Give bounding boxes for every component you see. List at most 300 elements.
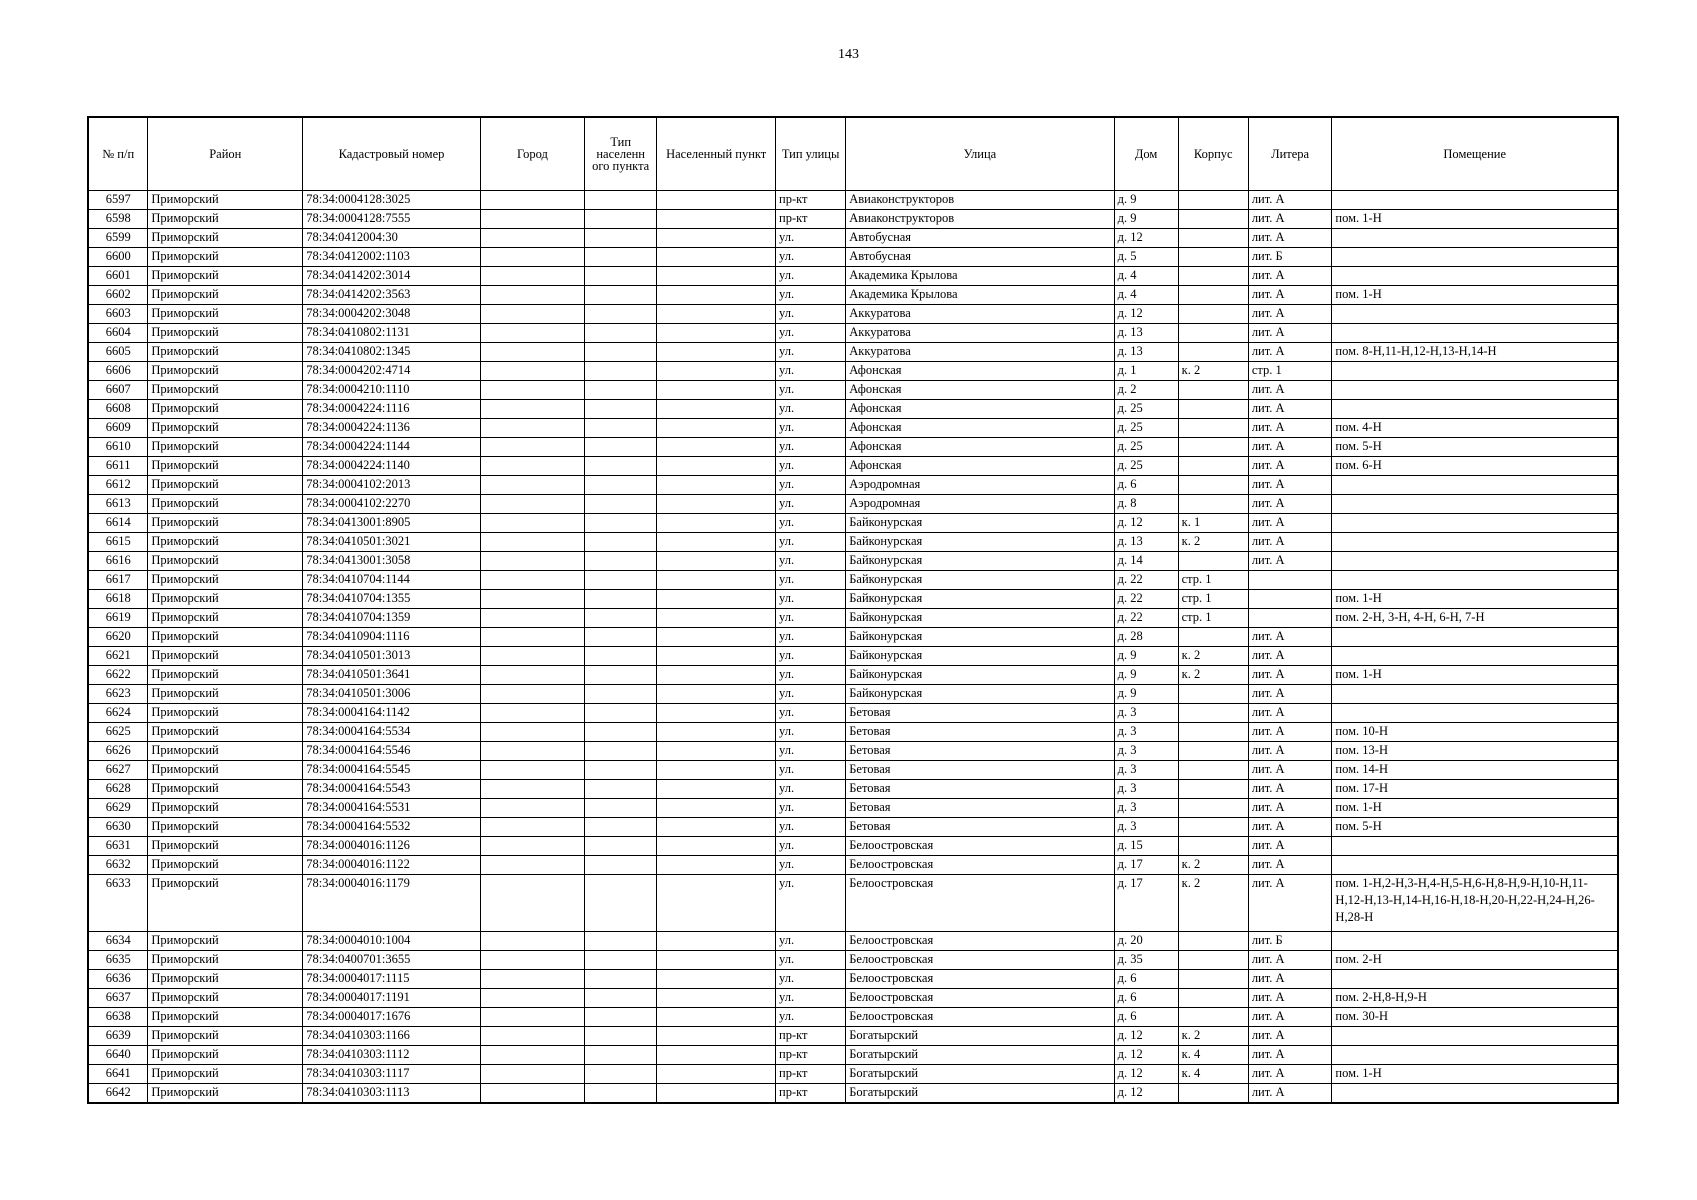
cell-city (480, 324, 584, 343)
cell-cadastral: 78:34:0400701:3655 (303, 951, 481, 970)
table-row (88, 780, 1618, 799)
cell-letter: лит. А (1248, 666, 1332, 685)
cell-city (480, 761, 584, 780)
cell-locality-type (585, 856, 657, 875)
cell-cadastral: 78:34:0004016:1179 (303, 875, 481, 932)
cell-street: Белоостровская (846, 951, 1114, 970)
cell-cadastral: 78:34:0004164:5534 (303, 723, 481, 742)
cell-house: д. 15 (1114, 837, 1178, 856)
cell-index: 6614 (88, 514, 148, 533)
cell-locality-type (585, 343, 657, 362)
cell-index: 6634 (88, 932, 148, 951)
cell-district: Приморский (148, 324, 303, 343)
cell-street: Афонская (846, 457, 1114, 476)
cell-locality-type (585, 286, 657, 305)
cell-locality (657, 761, 776, 780)
cell-cadastral: 78:34:0410501:3013 (303, 647, 481, 666)
cell-index: 6604 (88, 324, 148, 343)
cell-house: д. 17 (1114, 875, 1178, 932)
cell-street-type: ул. (776, 590, 846, 609)
cell-building (1178, 799, 1248, 818)
cell-letter: лит. А (1248, 704, 1332, 723)
cell-index: 6601 (88, 267, 148, 286)
cell-house: д. 9 (1114, 191, 1178, 210)
cell-cadastral: 78:34:0004016:1126 (303, 837, 481, 856)
cell-street-type: ул. (776, 248, 846, 267)
table-row (88, 210, 1618, 229)
cell-street: Авиаконструкторов (846, 210, 1114, 229)
cell-letter (1248, 590, 1332, 609)
cell-street-type: ул. (776, 419, 846, 438)
cell-index: 6632 (88, 856, 148, 875)
cell-locality (657, 552, 776, 571)
cell-street: Аккуратова (846, 305, 1114, 324)
cell-locality (657, 400, 776, 419)
cell-premises: пом. 1-Н (1332, 590, 1618, 609)
cell-street: Афонская (846, 400, 1114, 419)
cell-locality-type (585, 305, 657, 324)
cell-street: Белоостровская (846, 932, 1114, 951)
cell-premises (1332, 381, 1618, 400)
cell-house: д. 20 (1114, 932, 1178, 951)
cell-letter: лит. А (1248, 856, 1332, 875)
cell-city (480, 685, 584, 704)
cell-city (480, 723, 584, 742)
header-cell-street: Улица (846, 117, 1114, 191)
cell-street: Бетовая (846, 742, 1114, 761)
cell-street-type: ул. (776, 628, 846, 647)
table-row (88, 419, 1618, 438)
cell-cadastral: 78:34:0410303:1113 (303, 1084, 481, 1103)
cell-index: 6637 (88, 989, 148, 1008)
cell-house: д. 25 (1114, 419, 1178, 438)
cell-house: д. 6 (1114, 476, 1178, 495)
table-row (88, 818, 1618, 837)
cell-street: Белоостровская (846, 970, 1114, 989)
cell-index: 6638 (88, 1008, 148, 1027)
cell-letter: лит. А (1248, 1084, 1332, 1103)
registry-body (88, 191, 1618, 1103)
cell-locality (657, 856, 776, 875)
cell-building: к. 2 (1178, 533, 1248, 552)
cell-index: 6613 (88, 495, 148, 514)
cell-city (480, 1008, 584, 1027)
cell-city (480, 1084, 584, 1103)
cell-locality (657, 324, 776, 343)
cell-locality-type (585, 533, 657, 552)
cell-locality (657, 609, 776, 628)
cell-city (480, 1027, 584, 1046)
table-row (88, 856, 1618, 875)
cell-house: д. 9 (1114, 685, 1178, 704)
cell-index: 6633 (88, 875, 148, 932)
cell-locality (657, 590, 776, 609)
cell-cadastral: 78:34:0412002:1103 (303, 248, 481, 267)
cell-street-type: ул. (776, 286, 846, 305)
cell-street: Аккуратова (846, 324, 1114, 343)
cell-house: д. 35 (1114, 951, 1178, 970)
cell-premises: пом. 14-Н (1332, 761, 1618, 780)
header-cell-locality-type: Тип населенн ого пункта (585, 117, 657, 191)
header-cell-index: № п/п (88, 117, 148, 191)
table-row (88, 761, 1618, 780)
cell-district: Приморский (148, 1084, 303, 1103)
cell-street-type: ул. (776, 343, 846, 362)
cell-index: 6620 (88, 628, 148, 647)
cell-locality-type (585, 932, 657, 951)
cell-letter: лит. А (1248, 533, 1332, 552)
cell-house: д. 9 (1114, 666, 1178, 685)
table-row (88, 799, 1618, 818)
cell-house: д. 28 (1114, 628, 1178, 647)
cell-building (1178, 286, 1248, 305)
cell-cadastral: 78:34:0004128:7555 (303, 210, 481, 229)
cell-building (1178, 628, 1248, 647)
cell-letter: лит. А (1248, 457, 1332, 476)
cell-city (480, 628, 584, 647)
cell-house: д. 6 (1114, 1008, 1178, 1027)
cell-cadastral: 78:34:0004164:1142 (303, 704, 481, 723)
cell-letter: лит. А (1248, 267, 1332, 286)
cell-city (480, 837, 584, 856)
cell-district: Приморский (148, 609, 303, 628)
cell-locality (657, 514, 776, 533)
cell-cadastral: 78:34:0004164:5532 (303, 818, 481, 837)
cell-cadastral: 78:34:0410802:1345 (303, 343, 481, 362)
cell-locality (657, 989, 776, 1008)
cell-city (480, 951, 584, 970)
cell-building: к. 2 (1178, 856, 1248, 875)
cell-locality-type (585, 761, 657, 780)
header-cell-premises: Помещение (1332, 117, 1618, 191)
cell-letter: лит. А (1248, 343, 1332, 362)
cell-locality-type (585, 210, 657, 229)
table-row (88, 989, 1618, 1008)
cell-locality-type (585, 704, 657, 723)
cell-index: 6636 (88, 970, 148, 989)
cell-locality-type (585, 381, 657, 400)
cell-district: Приморский (148, 989, 303, 1008)
cell-district: Приморский (148, 514, 303, 533)
table-row (88, 286, 1618, 305)
cell-premises: пом. 17-Н (1332, 780, 1618, 799)
cell-letter: лит. А (1248, 685, 1332, 704)
cell-house: д. 17 (1114, 856, 1178, 875)
cell-letter: лит. А (1248, 951, 1332, 970)
cell-building (1178, 704, 1248, 723)
cell-house: д. 6 (1114, 989, 1178, 1008)
cell-locality (657, 495, 776, 514)
cell-letter: лит. Б (1248, 248, 1332, 267)
cell-street: Афонская (846, 381, 1114, 400)
cell-city (480, 704, 584, 723)
cell-street-type: пр-кт (776, 1084, 846, 1103)
table-row (88, 875, 1618, 932)
cell-letter: лит. А (1248, 419, 1332, 438)
cell-letter: лит. А (1248, 780, 1332, 799)
cell-locality-type (585, 837, 657, 856)
cell-street-type: ул. (776, 571, 846, 590)
cell-building (1178, 951, 1248, 970)
table-row (88, 742, 1618, 761)
cell-index: 6612 (88, 476, 148, 495)
cell-street: Аэродромная (846, 476, 1114, 495)
cell-street: Байконурская (846, 533, 1114, 552)
cell-city (480, 1046, 584, 1065)
cell-house: д. 9 (1114, 210, 1178, 229)
cell-district: Приморский (148, 932, 303, 951)
cell-premises: пом. 6-Н (1332, 457, 1618, 476)
cell-street: Байконурская (846, 666, 1114, 685)
table-row (88, 1065, 1618, 1084)
cell-building: к. 2 (1178, 362, 1248, 381)
cell-city (480, 590, 584, 609)
cell-building (1178, 818, 1248, 837)
cell-premises: пом. 4-Н (1332, 419, 1618, 438)
cell-city (480, 932, 584, 951)
cell-city (480, 229, 584, 248)
cell-district: Приморский (148, 742, 303, 761)
cell-house: д. 1 (1114, 362, 1178, 381)
cell-cadastral: 78:34:0413001:8905 (303, 514, 481, 533)
cell-index: 6602 (88, 286, 148, 305)
cell-street-type: ул. (776, 267, 846, 286)
cell-street-type: ул. (776, 229, 846, 248)
cell-premises (1332, 476, 1618, 495)
cell-city (480, 875, 584, 932)
cell-locality (657, 1008, 776, 1027)
cell-letter: лит. А (1248, 210, 1332, 229)
cell-district: Приморский (148, 647, 303, 666)
table-row (88, 267, 1618, 286)
cell-building: к. 4 (1178, 1046, 1248, 1065)
cell-building (1178, 381, 1248, 400)
table-row (88, 400, 1618, 419)
cell-premises (1332, 837, 1618, 856)
cell-cadastral: 78:34:0004016:1122 (303, 856, 481, 875)
cell-locality (657, 799, 776, 818)
cell-street-type: ул. (776, 951, 846, 970)
cell-letter: лит. Б (1248, 932, 1332, 951)
cell-locality-type (585, 1046, 657, 1065)
cell-index: 6622 (88, 666, 148, 685)
cell-house: д. 3 (1114, 723, 1178, 742)
cell-letter: лит. А (1248, 989, 1332, 1008)
cell-building (1178, 761, 1248, 780)
cell-building (1178, 685, 1248, 704)
cell-locality (657, 1046, 776, 1065)
cell-letter: лит. А (1248, 400, 1332, 419)
cell-building (1178, 1008, 1248, 1027)
cell-street: Афонская (846, 362, 1114, 381)
cell-cadastral: 78:34:0004224:1116 (303, 400, 481, 419)
cell-index: 6611 (88, 457, 148, 476)
cell-street-type: ул. (776, 533, 846, 552)
table-row (88, 191, 1618, 210)
cell-district: Приморский (148, 666, 303, 685)
cell-premises (1332, 1046, 1618, 1065)
cell-street-type: пр-кт (776, 1027, 846, 1046)
cell-building (1178, 343, 1248, 362)
cell-letter: лит. А (1248, 324, 1332, 343)
table-row (88, 571, 1618, 590)
cell-city (480, 191, 584, 210)
cell-premises (1332, 628, 1618, 647)
cell-street: Аккуратова (846, 343, 1114, 362)
cell-street-type: ул. (776, 723, 846, 742)
cell-locality (657, 267, 776, 286)
cell-street: Белоостровская (846, 989, 1114, 1008)
cell-city (480, 286, 584, 305)
cell-building: к. 2 (1178, 1027, 1248, 1046)
cell-locality (657, 780, 776, 799)
cell-locality (657, 628, 776, 647)
cell-house: д. 12 (1114, 1084, 1178, 1103)
cell-letter: лит. А (1248, 305, 1332, 324)
cell-district: Приморский (148, 533, 303, 552)
cell-building: стр. 1 (1178, 609, 1248, 628)
cell-building (1178, 552, 1248, 571)
cell-locality-type (585, 419, 657, 438)
cell-street-type: ул. (776, 742, 846, 761)
cell-building (1178, 476, 1248, 495)
cell-building (1178, 780, 1248, 799)
cell-index: 6616 (88, 552, 148, 571)
cell-locality (657, 1084, 776, 1103)
cell-building (1178, 742, 1248, 761)
cell-locality (657, 837, 776, 856)
cell-locality (657, 438, 776, 457)
cell-city (480, 609, 584, 628)
cell-house: д. 22 (1114, 609, 1178, 628)
cell-house: д. 8 (1114, 495, 1178, 514)
cell-premises (1332, 932, 1618, 951)
cell-street-type: ул. (776, 305, 846, 324)
cell-street-type: ул. (776, 837, 846, 856)
cell-cadastral: 78:34:0004224:1144 (303, 438, 481, 457)
cell-locality-type (585, 1084, 657, 1103)
cell-street-type: ул. (776, 400, 846, 419)
cell-street-type: пр-кт (776, 210, 846, 229)
cell-locality (657, 970, 776, 989)
cell-letter: лит. А (1248, 628, 1332, 647)
cell-premises (1332, 552, 1618, 571)
cell-locality-type (585, 191, 657, 210)
cell-locality-type (585, 875, 657, 932)
cell-building: к. 2 (1178, 875, 1248, 932)
cell-premises (1332, 248, 1618, 267)
cell-house: д. 13 (1114, 343, 1178, 362)
cell-district: Приморский (148, 628, 303, 647)
table-row (88, 324, 1618, 343)
cell-letter: лит. А (1248, 647, 1332, 666)
cell-letter: лит. А (1248, 191, 1332, 210)
cell-premises: пом. 13-Н (1332, 742, 1618, 761)
cell-letter: лит. А (1248, 514, 1332, 533)
cell-street-type: ул. (776, 324, 846, 343)
cell-letter: лит. А (1248, 723, 1332, 742)
cell-house: д. 9 (1114, 647, 1178, 666)
cell-locality (657, 704, 776, 723)
cell-street-type: ул. (776, 514, 846, 533)
table-row (88, 229, 1618, 248)
cell-premises: пом. 5-Н (1332, 438, 1618, 457)
cell-building (1178, 989, 1248, 1008)
cell-street-type: ул. (776, 932, 846, 951)
cell-letter: лит. А (1248, 875, 1332, 932)
cell-district: Приморский (148, 723, 303, 742)
cell-locality-type (585, 609, 657, 628)
cell-index: 6627 (88, 761, 148, 780)
cell-index: 6603 (88, 305, 148, 324)
cell-index: 6631 (88, 837, 148, 856)
cell-locality-type (585, 552, 657, 571)
cell-city (480, 514, 584, 533)
cell-street: Байконурская (846, 685, 1114, 704)
cell-house: д. 22 (1114, 571, 1178, 590)
cell-locality (657, 1027, 776, 1046)
header-cell-city: Город (480, 117, 584, 191)
cell-city (480, 742, 584, 761)
cell-index: 6598 (88, 210, 148, 229)
cell-street: Белоостровская (846, 1008, 1114, 1027)
cell-locality (657, 666, 776, 685)
cell-street-type: ул. (776, 685, 846, 704)
cell-locality (657, 875, 776, 932)
table-row (88, 970, 1618, 989)
cell-index: 6605 (88, 343, 148, 362)
cell-cadastral: 78:34:0412004:30 (303, 229, 481, 248)
cell-premises: пом. 2-Н (1332, 951, 1618, 970)
cell-index: 6599 (88, 229, 148, 248)
cell-locality-type (585, 951, 657, 970)
cell-street-type: ул. (776, 704, 846, 723)
cell-locality-type (585, 457, 657, 476)
cell-street-type: ул. (776, 1008, 846, 1027)
cell-street: Байконурская (846, 628, 1114, 647)
cell-building: к. 2 (1178, 647, 1248, 666)
cell-cadastral: 78:34:0004164:5531 (303, 799, 481, 818)
cell-premises: пом. 1-Н (1332, 799, 1618, 818)
cell-locality (657, 248, 776, 267)
header-cell-letter: Литера (1248, 117, 1332, 191)
cell-street: Бетовая (846, 704, 1114, 723)
cell-street-type: ул. (776, 780, 846, 799)
cell-locality-type (585, 476, 657, 495)
cell-city (480, 305, 584, 324)
cell-city (480, 495, 584, 514)
cell-index: 6607 (88, 381, 148, 400)
cell-premises (1332, 685, 1618, 704)
cell-street-type: ул. (776, 362, 846, 381)
cell-index: 6600 (88, 248, 148, 267)
cell-index: 6640 (88, 1046, 148, 1065)
cell-locality (657, 1065, 776, 1084)
cell-building (1178, 1084, 1248, 1103)
cell-district: Приморский (148, 951, 303, 970)
cell-street: Бетовая (846, 799, 1114, 818)
cell-house: д. 3 (1114, 780, 1178, 799)
table-row (88, 533, 1618, 552)
cell-city (480, 381, 584, 400)
cell-cadastral: 78:34:0004128:3025 (303, 191, 481, 210)
cell-letter: лит. А (1248, 476, 1332, 495)
table-row (88, 457, 1618, 476)
cell-locality-type (585, 229, 657, 248)
cell-premises: пом. 2-Н,8-Н,9-Н (1332, 989, 1618, 1008)
cell-building (1178, 191, 1248, 210)
cell-cadastral: 78:34:0410704:1359 (303, 609, 481, 628)
